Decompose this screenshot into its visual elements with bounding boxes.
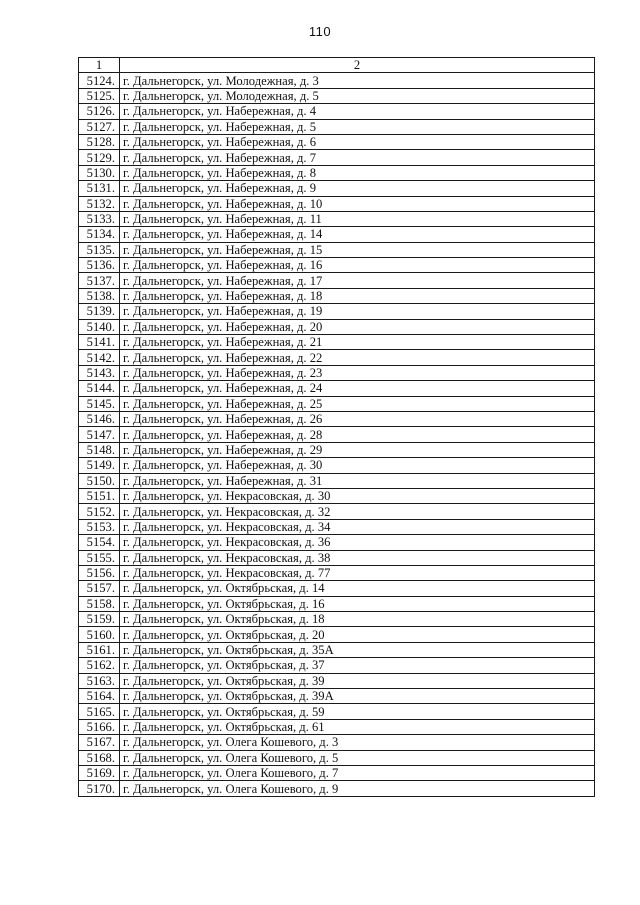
row-number-cell: 5151. — [79, 488, 120, 503]
address-cell: г. Дальнегорск, ул. Набережная, д. 28 — [120, 427, 595, 442]
row-number-cell: 5126. — [79, 104, 120, 119]
table-row — [79, 565, 595, 580]
row-number-cell: 5162. — [79, 658, 120, 673]
row-number-cell: 5136. — [79, 258, 120, 273]
column-header-number: 1 — [79, 58, 120, 73]
row-number-cell: 5157. — [79, 581, 120, 596]
row-number-cell: 5128. — [79, 134, 120, 149]
address-cell: г. Дальнегорск, ул. Набережная, д. 19 — [120, 304, 595, 319]
table-row — [79, 134, 595, 149]
address-cell: г. Дальнегорск, ул. Набережная, д. 26 — [120, 411, 595, 426]
table-row — [79, 550, 595, 565]
row-number-cell: 5165. — [79, 704, 120, 719]
address-cell: г. Дальнегорск, ул. Набережная, д. 16 — [120, 258, 595, 273]
address-cell: г. Дальнегорск, ул. Олега Кошевого, д. 3 — [120, 735, 595, 750]
address-cell: г. Дальнегорск, ул. Олега Кошевого, д. 5 — [120, 750, 595, 765]
table-row — [79, 627, 595, 642]
table-row — [79, 273, 595, 288]
table-row — [79, 704, 595, 719]
row-number-cell: 5138. — [79, 288, 120, 303]
table-row — [79, 596, 595, 611]
address-cell: г. Дальнегорск, ул. Октябрьская, д. 37 — [120, 658, 595, 673]
row-number-cell: 5142. — [79, 350, 120, 365]
address-cell: г. Дальнегорск, ул. Набережная, д. 14 — [120, 227, 595, 242]
address-cell: г. Дальнегорск, ул. Некрасовская, д. 30 — [120, 488, 595, 503]
row-number-cell: 5130. — [79, 165, 120, 180]
address-cell: г. Дальнегорск, ул. Набережная, д. 4 — [120, 104, 595, 119]
row-number-cell: 5134. — [79, 227, 120, 242]
column-header-address: 2 — [120, 58, 595, 73]
table-row — [79, 689, 595, 704]
address-cell: г. Дальнегорск, ул. Октябрьская, д. 18 — [120, 612, 595, 627]
table-body — [79, 73, 595, 796]
row-number-cell: 5163. — [79, 673, 120, 688]
row-number-cell: 5133. — [79, 211, 120, 226]
address-cell: г. Дальнегорск, ул. Октябрьская, д. 16 — [120, 596, 595, 611]
address-cell: г. Дальнегорск, ул. Октябрьская, д. 39А — [120, 689, 595, 704]
table-row — [79, 242, 595, 257]
table-row — [79, 427, 595, 442]
row-number-cell: 5160. — [79, 627, 120, 642]
row-number-cell: 5158. — [79, 596, 120, 611]
address-cell: г. Дальнегорск, ул. Молодежная, д. 3 — [120, 73, 595, 88]
address-cell: г. Дальнегорск, ул. Набережная, д. 15 — [120, 242, 595, 257]
address-cell: г. Дальнегорск, ул. Набережная, д. 7 — [120, 150, 595, 165]
address-cell: г. Дальнегорск, ул. Октябрьская, д. 39 — [120, 673, 595, 688]
row-number-cell: 5167. — [79, 735, 120, 750]
address-cell: г. Дальнегорск, ул. Набережная, д. 11 — [120, 211, 595, 226]
address-cell: г. Дальнегорск, ул. Набережная, д. 6 — [120, 134, 595, 149]
address-cell: г. Дальнегорск, ул. Набережная, д. 9 — [120, 181, 595, 196]
address-cell: г. Дальнегорск, ул. Молодежная, д. 5 — [120, 88, 595, 103]
address-cell: г. Дальнегорск, ул. Октябрьская, д. 59 — [120, 704, 595, 719]
table-row — [79, 504, 595, 519]
row-number-cell: 5127. — [79, 119, 120, 134]
address-cell: г. Дальнегорск, ул. Набережная, д. 24 — [120, 381, 595, 396]
row-number-cell: 5169. — [79, 765, 120, 780]
table-row — [79, 535, 595, 550]
table-row — [79, 458, 595, 473]
address-cell: г. Дальнегорск, ул. Олега Кошевого, д. 7 — [120, 765, 595, 780]
row-number-cell: 5152. — [79, 504, 120, 519]
row-number-cell: 5164. — [79, 689, 120, 704]
address-cell: г. Дальнегорск, ул. Некрасовская, д. 34 — [120, 519, 595, 534]
address-cell: г. Дальнегорск, ул. Набережная, д. 25 — [120, 396, 595, 411]
row-number-cell: 5132. — [79, 196, 120, 211]
address-cell: г. Дальнегорск, ул. Набережная, д. 31 — [120, 473, 595, 488]
table-row — [79, 642, 595, 657]
table-row — [79, 181, 595, 196]
address-cell: г. Дальнегорск, ул. Набережная, д. 30 — [120, 458, 595, 473]
address-cell: г. Дальнегорск, ул. Октябрьская, д. 35А — [120, 642, 595, 657]
row-number-cell: 5168. — [79, 750, 120, 765]
table-row — [79, 473, 595, 488]
row-number-cell: 5146. — [79, 411, 120, 426]
address-cell: г. Дальнегорск, ул. Набережная, д. 21 — [120, 335, 595, 350]
address-cell: г. Дальнегорск, ул. Октябрьская, д. 61 — [120, 719, 595, 734]
row-number-cell: 5135. — [79, 242, 120, 257]
table-row — [79, 612, 595, 627]
table-header-row — [79, 58, 595, 73]
table-row — [79, 165, 595, 180]
row-number-cell: 5139. — [79, 304, 120, 319]
row-number-cell: 5166. — [79, 719, 120, 734]
address-cell: г. Дальнегорск, ул. Набережная, д. 5 — [120, 119, 595, 134]
table-row — [79, 288, 595, 303]
table-row — [79, 381, 595, 396]
row-number-cell: 5140. — [79, 319, 120, 334]
row-number-cell: 5144. — [79, 381, 120, 396]
table-row — [79, 335, 595, 350]
address-cell: г. Дальнегорск, ул. Октябрьская, д. 20 — [120, 627, 595, 642]
address-cell: г. Дальнегорск, ул. Набережная, д. 18 — [120, 288, 595, 303]
table-row — [79, 396, 595, 411]
page-number: 110 — [308, 24, 332, 39]
address-cell: г. Дальнегорск, ул. Набережная, д. 22 — [120, 350, 595, 365]
table-row — [79, 304, 595, 319]
address-cell: г. Дальнегорск, ул. Набережная, д. 8 — [120, 165, 595, 180]
table-row — [79, 258, 595, 273]
row-number-cell: 5137. — [79, 273, 120, 288]
row-number-cell: 5143. — [79, 365, 120, 380]
address-table — [78, 57, 595, 797]
row-number-cell: 5170. — [79, 781, 120, 796]
address-cell: г. Дальнегорск, ул. Набережная, д. 20 — [120, 319, 595, 334]
row-number-cell: 5154. — [79, 535, 120, 550]
table-row — [79, 673, 595, 688]
address-cell: г. Дальнегорск, ул. Некрасовская, д. 77 — [120, 565, 595, 580]
address-cell: г. Дальнегорск, ул. Некрасовская, д. 36 — [120, 535, 595, 550]
address-cell: г. Дальнегорск, ул. Набережная, д. 29 — [120, 442, 595, 457]
table-row — [79, 350, 595, 365]
row-number-cell: 5129. — [79, 150, 120, 165]
row-number-cell: 5124. — [79, 73, 120, 88]
table-row — [79, 442, 595, 457]
table-row — [79, 227, 595, 242]
address-cell: г. Дальнегорск, ул. Набережная, д. 23 — [120, 365, 595, 380]
table-row — [79, 73, 595, 88]
table-row — [79, 365, 595, 380]
row-number-cell: 5149. — [79, 458, 120, 473]
table-row — [79, 750, 595, 765]
table-row — [79, 488, 595, 503]
row-number-cell: 5141. — [79, 335, 120, 350]
address-cell: г. Дальнегорск, ул. Некрасовская, д. 38 — [120, 550, 595, 565]
table-row — [79, 104, 595, 119]
row-number-cell: 5153. — [79, 519, 120, 534]
table-row — [79, 781, 595, 796]
table-row — [79, 735, 595, 750]
row-number-cell: 5155. — [79, 550, 120, 565]
table-row — [79, 119, 595, 134]
row-number-cell: 5145. — [79, 396, 120, 411]
table-row — [79, 658, 595, 673]
address-cell: г. Дальнегорск, ул. Некрасовская, д. 32 — [120, 504, 595, 519]
table-row — [79, 581, 595, 596]
address-cell: г. Дальнегорск, ул. Набережная, д. 17 — [120, 273, 595, 288]
table-row — [79, 765, 595, 780]
row-number-cell: 5156. — [79, 565, 120, 580]
table-row — [79, 411, 595, 426]
row-number-cell: 5150. — [79, 473, 120, 488]
table-row — [79, 196, 595, 211]
table-row — [79, 319, 595, 334]
table-row — [79, 88, 595, 103]
row-number-cell: 5131. — [79, 181, 120, 196]
row-number-cell: 5148. — [79, 442, 120, 457]
table-row — [79, 519, 595, 534]
address-cell: г. Дальнегорск, ул. Октябрьская, д. 14 — [120, 581, 595, 596]
address-cell: г. Дальнегорск, ул. Набережная, д. 10 — [120, 196, 595, 211]
address-cell: г. Дальнегорск, ул. Олега Кошевого, д. 9 — [120, 781, 595, 796]
row-number-cell: 5161. — [79, 642, 120, 657]
table-row — [79, 719, 595, 734]
table-row — [79, 150, 595, 165]
table-row — [79, 211, 595, 226]
row-number-cell: 5159. — [79, 612, 120, 627]
row-number-cell: 5147. — [79, 427, 120, 442]
row-number-cell: 5125. — [79, 88, 120, 103]
